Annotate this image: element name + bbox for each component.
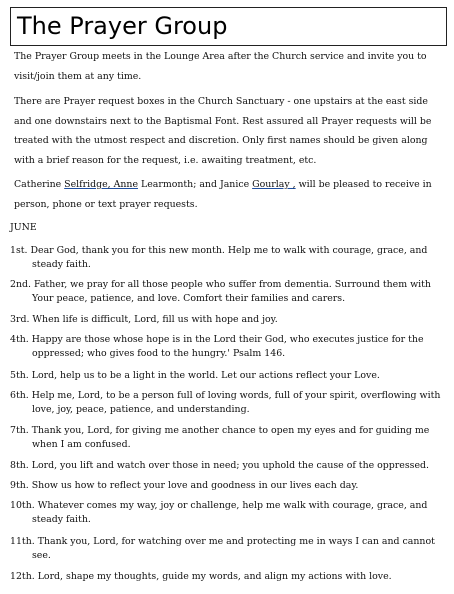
- contact-tail-text: will be pleased to receive in person, phone or text prayer requests.: [14, 179, 432, 210]
- prayer-item: 8th. Lord, you lift and watch over those in need; you uphold the cause of the oppressed.: [10, 460, 429, 471]
- prayer-item: 6th. Help me, Lord, to be a person full of loving words, full of your spirit, overflowing with love, joy, peace, patience, and understanding.: [10, 390, 441, 415]
- contact-middle-text: Learmonth; and Janice: [138, 179, 253, 190]
- prayer-item: 11th. Thank you, Lord, for watching over me and protecting me in ways I can and cannot see.: [10, 536, 435, 561]
- prayer-item: 9th. Show us how to reflect your love and goodness in our lives each day.: [10, 480, 359, 491]
- intro-paragraph: The Prayer Group meets in the Lounge Area after the Church service and invite you to visit/join them at any time.: [14, 51, 427, 82]
- prayer-boxes-paragraph: There are Prayer request boxes in the Church Sanctuary - one upstairs at the east side and one downstairs next to the Baptismal Font. Rest assured all Prayer requests will be treated with the utmost respect and discretion. Only first names should be given along with a brief reason for the request, i.e. awaiting treatment, etc.: [14, 96, 432, 166]
- month-heading: JUNE: [10, 222, 37, 233]
- page-title: The Prayer Group: [17, 12, 228, 40]
- prayer-item: 7th. Thank you, Lord, for giving me another chance to open my eyes and for guiding me when I am confused.: [10, 425, 430, 450]
- contact-surname-underlined: Selfridge, Anne: [64, 179, 138, 190]
- prayer-item: 1st. Dear God, thank you for this new month. Help me to walk with courage, grace, and steady faith.: [10, 245, 428, 270]
- prayer-item: 2nd. Father, we pray for all those people who suffer from dementia. Surround them with Your peace, patience, and love. Comfort their families and carers.: [10, 279, 431, 304]
- prayer-item: 5th. Lord, help us to be a light in the world. Let our actions reflect your Love.: [10, 370, 380, 381]
- prayer-item: 12th. Lord, shape my thoughts, guide my words, and align my actions with love.: [10, 571, 392, 582]
- prayer-item: 10th. Whatever comes my way, joy or challenge, help me walk with courage, grace, and steady faith.: [10, 500, 428, 525]
- contacts-paragraph: [14, 175, 442, 214]
- prayer-item: 4th. Happy are those whose hope is in the Lord their God, who executes justice for the oppressed; who gives food to the hungry.' Psalm 146.: [10, 334, 424, 359]
- contact-first-name: Catherine: [14, 179, 65, 190]
- contact-surname-2-underlined: Gourlay ,: [252, 179, 296, 190]
- title-box: [10, 7, 447, 46]
- prayer-item: 3rd. When life is difficult, Lord, fill us with hope and joy.: [10, 314, 278, 325]
